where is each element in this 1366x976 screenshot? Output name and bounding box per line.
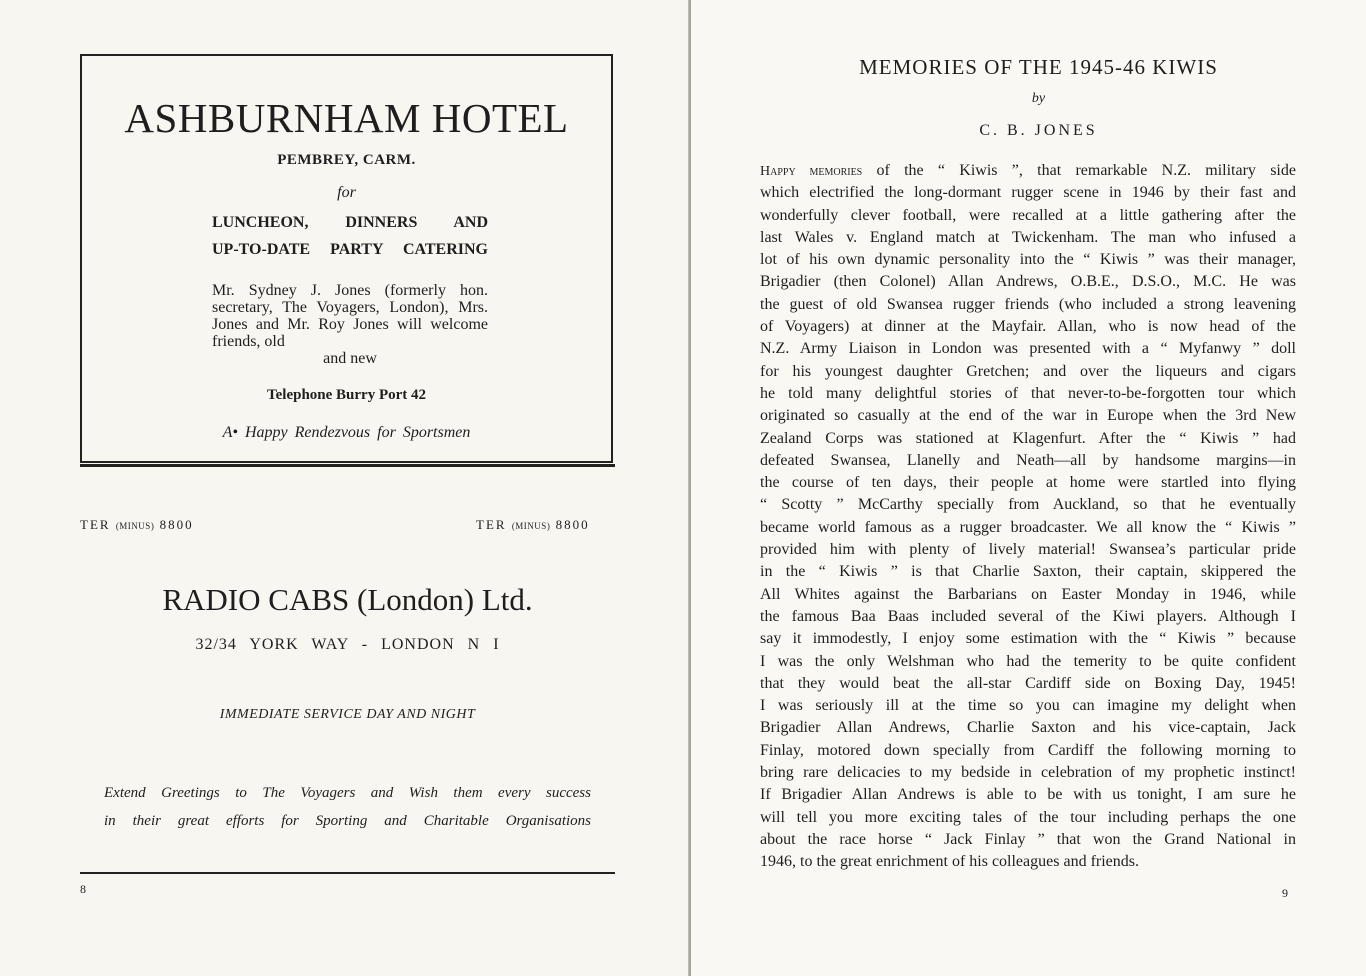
hotel-name: ASHBURNHAM HOTEL	[124, 95, 569, 141]
hotel-advertisement	[80, 54, 613, 463]
article-line: say it immodestly, I enjoy some estimation with the “ Kiwis ” because	[760, 630, 1296, 648]
article-line: he told many delightful stories of that never-to-be-forgotten tour which	[760, 384, 1296, 402]
article-line: for his youngest daughter Gretchen; and over the liqueurs and cigars	[760, 362, 1296, 380]
article-line: the guest of old Swansea rugger friends (who included a strong leavening	[760, 295, 1296, 313]
article-line: Brigadier (then Colonel) Allan Andrews, O.B.E., D.S.O., M.C. He was	[760, 273, 1296, 291]
hotel-telephone: Telephone Burry Port 42	[266, 387, 427, 403]
cabs-greeting	[104, 779, 591, 835]
hotel-services-line1: LUNCHEON, DINNERS AND	[212, 214, 488, 231]
ter-minus: (MINUS)	[115, 521, 155, 531]
article-line: about the race horse “ Jack Finlay ” that won the Grand National in	[760, 830, 1296, 848]
article-line-text: of the “ Kiwis ”, that remarkable N.Z. military side	[862, 162, 1296, 179]
article-byline: by	[1031, 91, 1046, 106]
article-line: the famous Baa Baas included several of the Kiwi players. Although I	[760, 607, 1296, 625]
article-line: I was the only Welshman who had the temerity to be quite confident	[760, 652, 1296, 670]
ter-prefix: TER	[476, 517, 507, 532]
article-lead: Happy memories	[760, 164, 863, 179]
right-page	[691, 0, 1366, 976]
cabs-phone-left	[80, 517, 194, 533]
article-line: the course of ten days, their people at home were startled into flying	[760, 474, 1296, 492]
article-line: wonderfully clever football, were recalled at a little gathering after the	[760, 206, 1296, 224]
page-number-right: 9	[1282, 886, 1288, 900]
article-author: C. B. JONES	[979, 122, 1098, 139]
hotel-description-main: Mr. Sydney J. Jones (formerly hon. secretary, The Voyagers, London), Mrs. Jones and Mr. Roy Jones will welcome friends, old	[212, 282, 488, 350]
article-line: Zealand Corps was stationed at Klagenfurt. After the “ Kiwis ” had	[760, 429, 1296, 447]
article-line: Finlay, motored down specially from Cardiff the following morning to	[760, 741, 1296, 759]
hotel-services-line2: UP-TO-DATE PARTY CATERING	[212, 241, 488, 258]
article-line: that they would beat the all-star Cardiff side on Boxing Day, 1945!	[760, 674, 1296, 692]
cabs-service: IMMEDIATE SERVICE DAY AND NIGHT	[219, 707, 476, 722]
cabs-greeting-line2: in their great efforts for Sporting and Charitable Organisations	[104, 813, 591, 829]
article-line: All Whites against the Barbarians on Easter Monday in 1946, while	[760, 585, 1296, 603]
cabs-title: RADIO CABS (London) Ltd.	[162, 582, 533, 617]
article-line: bring rare delicacies to my bedside in celebration of my prophetic instinct!	[760, 764, 1296, 782]
cabs-greeting-line1: Extend Greetings to The Voyagers and Wish them every success	[104, 785, 591, 801]
article-line	[760, 160, 1296, 182]
article-line: provided him with plenty of lively material! Swansea’s particular pride	[760, 541, 1296, 559]
article-line: became world famous as a rugger broadcaster. We all know the “ Kiwis ”	[760, 518, 1296, 536]
cabs-phone-right	[476, 517, 590, 533]
article-line: in the “ Kiwis ” is that Charlie Saxton, their captain, skippered the	[760, 563, 1296, 581]
article-line: Brigadier Allan Andrews, Charlie Saxton and his vice-captain, Jack	[760, 719, 1296, 737]
article-line: “ Scotty ” McCarthy specially from Auckland, so that he eventually	[760, 496, 1296, 514]
article-line: which electrified the long-dormant rugger scene in 1946 by their fast and	[760, 184, 1296, 202]
article-line: of Voyagers) at dinner at the Mayfair. Allan, who is now head of the	[760, 318, 1296, 336]
article-line: 1946, to the great enrichment of his colleagues and friends.	[760, 853, 1139, 871]
ter-number: 8800	[555, 517, 590, 532]
article-line: last Wales v. England match at Twickenham. The man who infused a	[760, 228, 1296, 246]
article-line: N.Z. Army Liaison in London was presented with a “ Myfanwy ” doll	[760, 340, 1296, 358]
hotel-tagline: A• Happy Rendezvous for Sportsmen	[222, 424, 471, 441]
article-line: If Brigadier Allan Andrews is able to be with us tonight, I am sure he	[760, 786, 1296, 804]
article-line: I was seriously ill at the time so you can imagine my delight when	[760, 697, 1296, 715]
bottom-rule	[80, 872, 615, 874]
article-line: will tell you more exciting tales of the tour including perhaps the one	[760, 808, 1296, 826]
article-body	[760, 160, 1296, 874]
hotel-for-text: for	[337, 184, 356, 201]
hotel-description	[212, 282, 488, 367]
cabs-address: 32/34 YORK WAY - LONDON N I	[195, 636, 500, 653]
page-number-left: 8	[80, 882, 86, 896]
article-line: lot of his own dynamic personality into the “ Kiwis ” was their manager,	[760, 251, 1296, 269]
hotel-location: PEMBREY, CARM.	[277, 152, 416, 168]
ter-minus: (MINUS)	[511, 521, 551, 531]
ter-number: 8800	[159, 517, 194, 532]
article-line: defeated Swansea, Llanelly and Neath—all by handsome margins—in	[760, 451, 1296, 469]
hotel-description-end: and new	[323, 350, 377, 367]
article-title: MEMORIES OF THE 1945-46 KIWIS	[859, 55, 1218, 79]
article-line: originated so casually at the end of the war in Europe when the 3rd New	[760, 407, 1296, 425]
ter-prefix: TER	[80, 517, 111, 532]
